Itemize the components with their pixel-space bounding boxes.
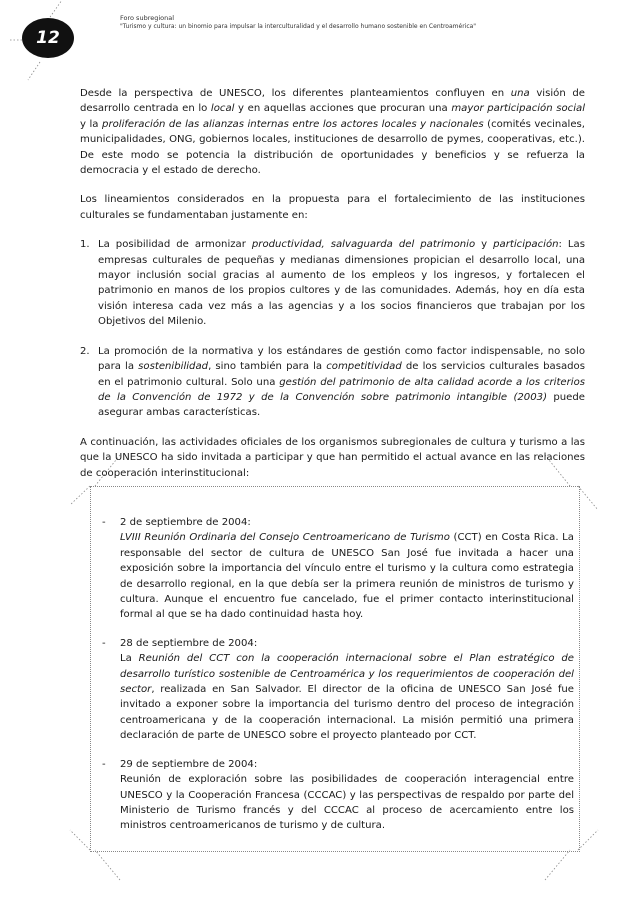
main-text [80, 86, 585, 481]
activities-list [102, 515, 574, 847]
list-item: 1. La posibilidad de armonizar productividad, salvaguarda del patrimonio y participación: Las empresas culturales de pequeñas y medianas dimensiones propician el desarrollo local, una mayor inclusión social gracias al aumento de los empleos y los ingresos, y fortalecen el patrimonio en manos de los propios cultores y de las comunidades. Además, hoy en día esta visión interesa cada vez más a las agencias y a los socios financieros que trabajan por los Objetivos del Milenio. [80, 239, 585, 328]
guidelines-list [80, 237, 585, 420]
header-subtitle: "Turismo y cultura: un binomio para impulsar la interculturalidad y el desarrollo humano sostenible en Centroamérica" [120, 23, 477, 30]
paragraph-2: Los lineamientos considerados en la propuesta para el fortalecimiento de las instituciones culturales se fundamentaban justamente en: [80, 194, 585, 221]
activity-date: 28 de septiembre de 2004: [120, 637, 258, 649]
list-item: 2. La promoción de la normativa y los estándares de gestión como factor indispensable, no solo para la sostenibilidad, sino también para la competitividad de los servicios culturales basados en el patrimonio cultural. Solo una gestión del patrimonio de alta calidad acorde a los criterios de la Convención de 1972 y de la Convención sobre patrimonio intangible (2003) puede asegurar ambas características. [80, 345, 586, 419]
page-number: 12 [36, 28, 60, 48]
activity-item: - 29 de septiembre de 2004: Reunión de exploración sobre las posibilidades de cooperación interagencial entre UNESCO y la Cooperación Francesa (CCCAC) y las perspectivas de respaldo por parte del Ministerio de Turismo francés y del CCCAC al proceso de acercamiento entre los ministros centroamericanos de turismo y de cultura. [102, 758, 574, 832]
page-number-badge [22, 18, 74, 58]
header-forum: Foro subregional [120, 14, 175, 22]
activity-item: - 2 de septiembre de 2004: LVIII Reunión Ordinaria del Consejo Centroamericano de Turismo (CCT) en Costa Rica. La responsable del sector de cultura de UNESCO San José fue invitada a hacer una exposición sobre la importancia del vínculo entre el turismo y la cultura como estrategia de desarrollo regional, en la que debía ser la primera reunión de ministros de turismo y cultura. Aunque el encuentro fue cancelado, fue el primer contacto interinstitucional formal al que se ha dado continuidad hasta hoy. [102, 517, 574, 621]
activity-date: 29 de septiembre de 2004: [120, 758, 258, 770]
paragraph-1: Desde la perspectiva de UNESCO, los diferentes planteamientos confluyen en una visión de desarrollo centrada en lo local y en aquellas acciones que procuran una mayor participación social y la proliferación de las alianzas internas entre los actores locales y nacionales (comités vecinales, municipalidades, ONG, gobiernos locales, instituciones de desarrollo de pymes, cooperativas, etc.). De este modo se potencia la distribución de oportunidades y beneficios y se refuerza la democracia y el estado de derecho. [80, 88, 585, 177]
paragraph-3: A continuación, las actividades oficiales de los organismos subregionales de cultura y turismo a las que la UNESCO ha sido invitada a participar y que han permitido el actual avance en las relaciones de cooperación interinstitucional: [80, 436, 585, 479]
activity-date: 2 de septiembre de 2004: [120, 517, 251, 528]
activity-item: - 28 de septiembre de 2004: La Reunión del CCT con la cooperación internacional sobre el Plan estratégico de desarrollo turístico sostenible de Centroamérica y los requerimientos de cooperación del sector, realizada en San Salvador. El director de la oficina de UNESCO San José fue invitado a exponer sobre la importancia del turismo dentro del proceso de integración centroamericana y de la cooperación internacional. La misión permitió una primera declaración de parte de UNESCO sobre el proyecto planteado por CCT. [102, 637, 574, 742]
